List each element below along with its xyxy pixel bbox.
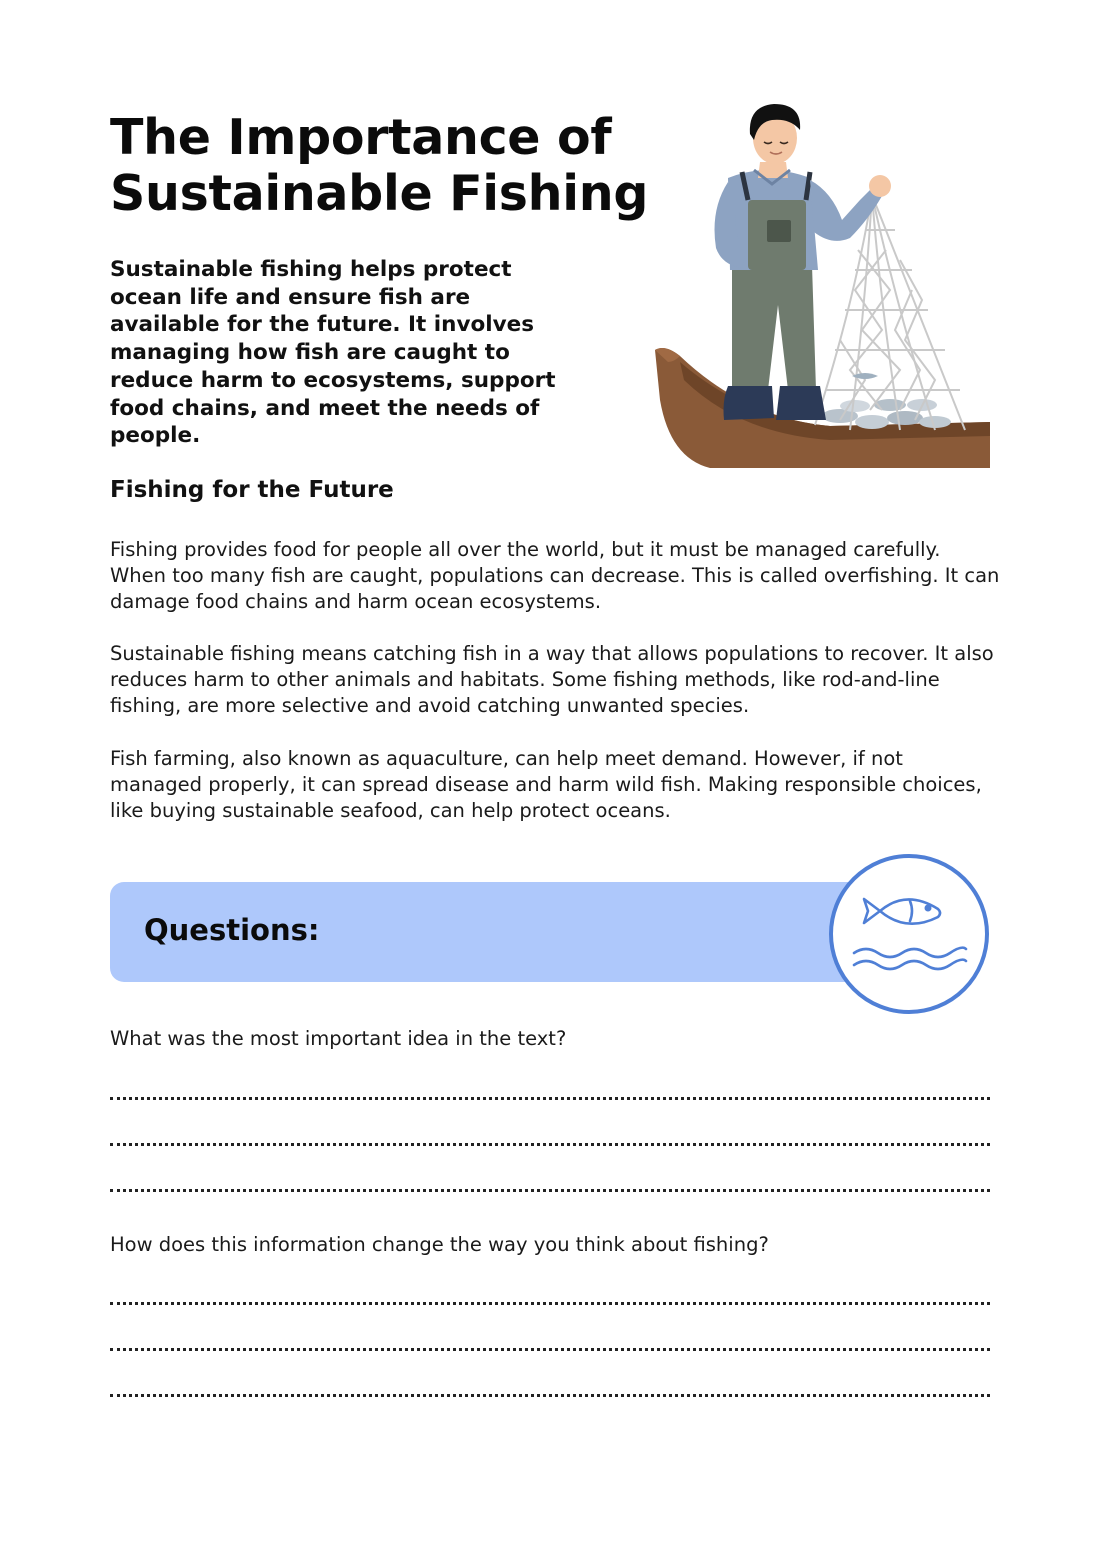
page-title — [110, 110, 650, 222]
page-title-line-2: Sustainable Fishing — [110, 165, 649, 222]
section-subheading: Fishing for the Future — [110, 477, 394, 503]
body-paragraph-1: Fishing provides food for people all over the world, but it must be managed carefully. When too many fish are caught, populations can decrease. This is called overfishing. It can damage food chains and harm ocean ecosystems. — [110, 538, 1000, 613]
answer-line-q2-3[interactable] — [110, 1394, 990, 1397]
intro-paragraph: Sustainable fishing helps protect ocean life and ensure fish are available for the future. It involves managing how fish are caught to reduce harm to ecosystems, support food chains, and meet the needs of people. — [110, 257, 556, 449]
answer-line-q2-2[interactable] — [110, 1348, 990, 1351]
page-title-line-1: The Importance of — [110, 109, 612, 166]
answer-line-q1-1[interactable] — [110, 1097, 990, 1100]
body-paragraph-2: Sustainable fishing means catching fish in a way that allows populations to recover. It also reduces harm to other animals and habitats. Some fishing methods, like rod-and-line fishing, are more selective and avoid catching unwanted species. — [110, 642, 994, 717]
question-2: How does this information change the way you think about fishing? — [110, 1233, 769, 1256]
fish-and-waves-icon — [826, 851, 992, 1017]
body-paragraph-3: Fish farming, also known as aquaculture, can help meet demand. However, if not managed properly, it can spread disease and harm wild fish. Making responsible choices, like buying sustainable seafood, can help protect oceans. — [110, 747, 982, 822]
questions-heading: Questions: — [144, 913, 320, 947]
answer-line-q1-3[interactable] — [110, 1189, 990, 1192]
answer-line-q1-2[interactable] — [110, 1143, 990, 1146]
question-1: What was the most important idea in the text? — [110, 1027, 567, 1050]
answer-line-q2-1[interactable] — [110, 1302, 990, 1305]
fisherman-with-net-in-boat-illustration — [650, 100, 995, 472]
